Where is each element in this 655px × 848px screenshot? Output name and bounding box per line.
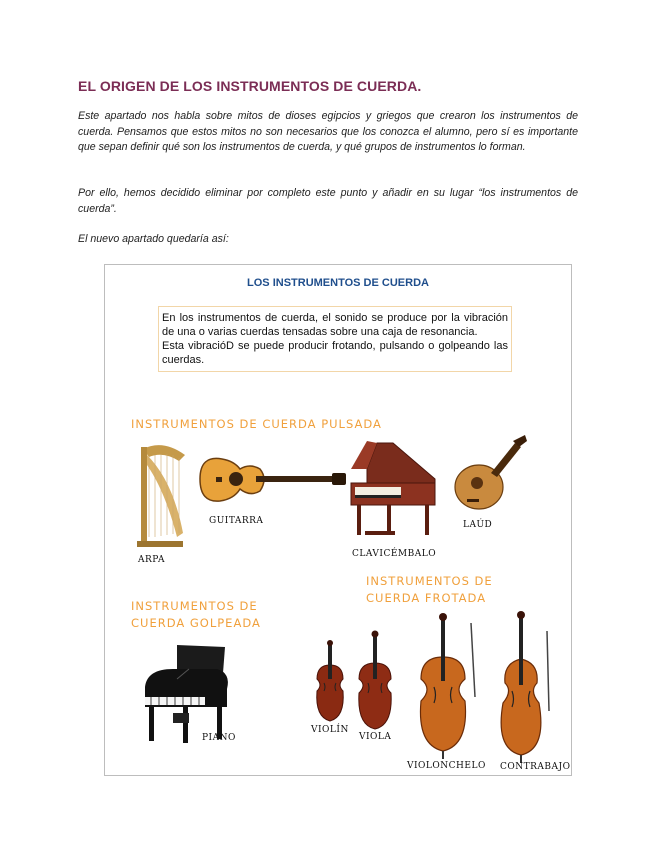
category-frotada-line1: INSTRUMENTOS DE [366, 574, 493, 588]
definition-text: En los instrumentos de cuerda, el sonido se produce por la vibración de una o varias cuerdas tensadas sobre una caja de resonancia. [162, 312, 508, 338]
label-clavicembalo: CLAVICÉMBALO [352, 549, 437, 559]
category-pulsada: INSTRUMENTOS DE CUERDA PULSADA [131, 417, 382, 431]
guitar-icon [196, 449, 348, 509]
definition-box [158, 306, 512, 372]
category-golpeada-line2: CUERDA GOLPEADA [131, 616, 261, 630]
harp-icon [133, 441, 193, 551]
label-contrabajo: CONTRABAJO [500, 762, 571, 772]
label-violin: VIOLÍN [311, 725, 349, 735]
intro-paragraph: Este apartado nos habla sobre mitos de dioses egipcios y griegos que crearon los instrumentos de cuerda. Pensamos que estos mitos no son necesarios que los conozca el alumno, pero sí es importante que sepan definir qué son los instrumentos de cuerda, y qué grupos de instrumentos lo forman. [78, 110, 578, 154]
double-bass-icon [487, 611, 553, 763]
label-arpa: ARPA [138, 555, 166, 565]
label-viola: VIOLA [359, 732, 392, 742]
label-laud: LAÚD [463, 520, 493, 530]
lute-icon [451, 435, 529, 515]
category-frotada-line2: CUERDA FROTADA [366, 591, 487, 605]
new-section-paragraph: El nuevo apartado quedaría así: [78, 233, 229, 245]
category-golpeada-line1: INSTRUMENTOS DE [131, 599, 258, 613]
decision-paragraph: Por ello, hemos decidido eliminar por completo este punto y añadir en su lugar “los instrumentos de cuerda”. [78, 187, 578, 215]
label-piano: PIANO [202, 733, 236, 743]
harpsichord-icon [347, 439, 439, 541]
cello-icon [413, 613, 479, 759]
viola-icon [355, 629, 395, 733]
instruments-figure [104, 264, 572, 776]
figure-title: LOS INSTRUMENTOS DE CUERDA [247, 277, 429, 289]
label-guitarra: GUITARRA [209, 516, 264, 526]
vibration-text: Esta vibracióD se puede producir frotando, pulsando o golpeando las cuerdas. [162, 340, 508, 366]
page-title: EL ORIGEN DE LOS INSTRUMENTOS DE CUERDA. [78, 78, 422, 94]
label-violonchelo: VIOLONCHELO [407, 761, 486, 771]
violin-icon [313, 639, 347, 725]
piano-icon [137, 643, 233, 747]
